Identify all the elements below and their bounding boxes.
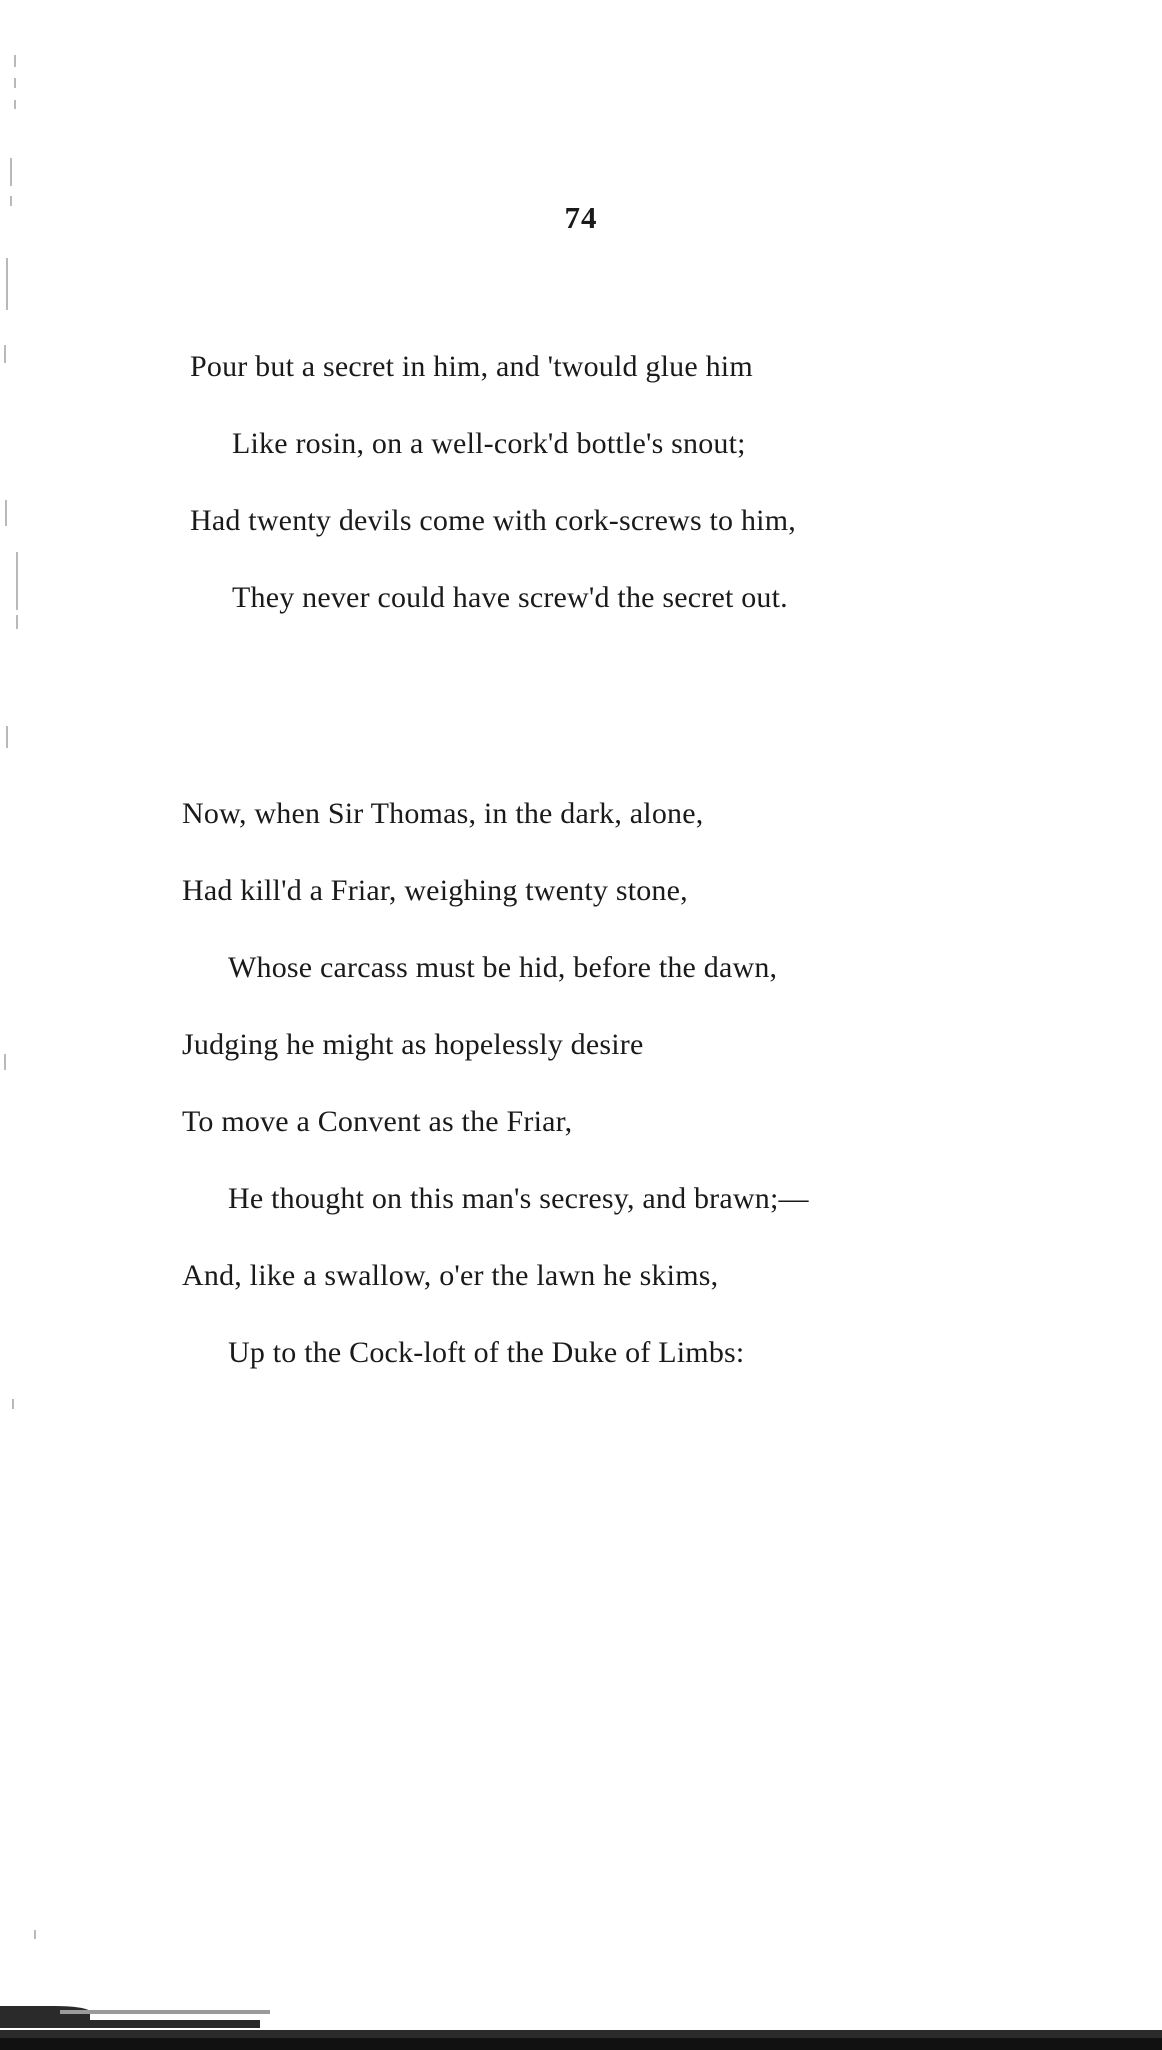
poem-line: Had twenty devils come with cork-screws to him, xyxy=(190,504,796,537)
poem-line: They never could have screw'd the secret out. xyxy=(232,581,788,614)
poem-stanza xyxy=(0,775,1162,1391)
poem-stanza xyxy=(0,328,1162,636)
poem-line: Judging he might as hopelessly desire xyxy=(182,1028,644,1061)
poem-line: Now, when Sir Thomas, in the dark, alone, xyxy=(182,797,704,830)
page-number: 74 xyxy=(564,200,598,235)
poem-line: He thought on this man's secresy, and brawn;— xyxy=(228,1182,809,1215)
poem-line: To move a Convent as the Friar, xyxy=(182,1105,573,1138)
poem-line: And, like a swallow, o'er the lawn he skims, xyxy=(182,1259,719,1292)
poem-line: Had kill'd a Friar, weighing twenty stone, xyxy=(182,874,688,907)
poem-line: Like rosin, on a well-cork'd bottle's snout; xyxy=(232,427,746,460)
poem-line: Whose carcass must be hid, before the dawn, xyxy=(228,951,778,984)
poem-line: Pour but a secret in him, and 'twould glue him xyxy=(190,350,753,383)
poem-line: Up to the Cock-loft of the Duke of Limbs: xyxy=(228,1336,745,1369)
bottom-scan-smudge xyxy=(0,1980,1162,2050)
